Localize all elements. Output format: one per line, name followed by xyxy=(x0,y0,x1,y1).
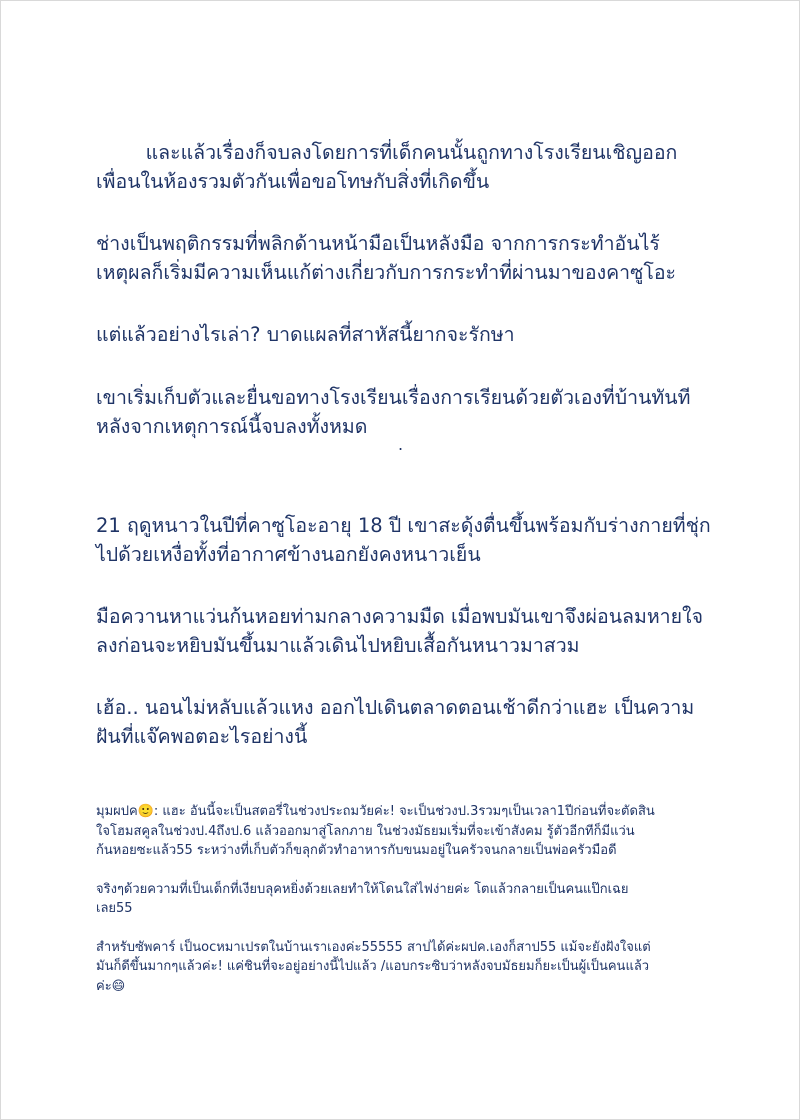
story-line: ลงก่อนจะหยิบมันขึ้นมาแล้วเดินไปหยิบเสื้อกันหนาวมาสวม xyxy=(96,634,580,657)
story2-paragraph-3 xyxy=(96,693,716,751)
note-line: ค่ะ😄 xyxy=(96,978,126,994)
note-line: สำหรับซัพคาร์ เป็นocหมาเปรตในบ้านเราเองค่ะ55555 สาปได้ค่ะผปค.เองก็สาป55 แม้จะยังฝังใจแต่ xyxy=(96,939,651,955)
story-section-2 xyxy=(96,511,716,751)
story-paragraph-3 xyxy=(96,320,716,349)
story-line: เพื่อนในห้องรวมตัวกันเพื่อขอโทษกับสิ่งที่เกิดขึ้น xyxy=(96,170,490,193)
note-line: จริงๆด้วยความที่เป็นเด็กที่เงียบลุคหยิ่งด้วยเลยทำให้โดนใส่ไฟง่ายค่ะ โตแล้วกลายเป็นคนแป๊กเฉย xyxy=(96,881,629,897)
author-note-paragraph-3 xyxy=(96,938,716,997)
story-paragraph-4 xyxy=(96,383,716,441)
note-line: เลย55 xyxy=(96,901,133,916)
section-separator: . xyxy=(398,435,404,454)
story-line: เฮ้อ.. นอนไม่หลับแล้วแหง ออกไปเดินตลาดตอนเช้าดีกว่าแฮะ เป็นความ xyxy=(96,696,695,719)
author-note-paragraph-1 xyxy=(96,802,716,861)
author-note-paragraph-2 xyxy=(96,880,716,919)
note-line: ก้นหอยซะแล้ว55 ระหว่างที่เก็บตัวก็ขลุกตัวทำอาหารกับขนมอยู่ในครัวจนกลายเป็นพ่อครัวมือดี xyxy=(96,843,617,858)
story-line: มือควานหาแว่นก้นหอยท่ามกลางความมืด เมื่อพบมันเขาจึงผ่อนลมหายใจ xyxy=(96,605,704,628)
story-line: ไปด้วยเหงื่อทั้งที่อากาศข้างนอกยังคงหนาวเย็น xyxy=(96,543,481,566)
note-line: มุมผปค🙂: แฮะ อันนี้จะเป็นสตอรี่ในช่วงประถมวัยค่ะ! จะเป็นช่วงป.3รวมๆเป็นเวลา1ปีก่อนที่จะตัดสิน xyxy=(96,804,655,819)
author-note xyxy=(96,802,716,996)
story-line: หลังจากเหตุการณ์นี้จบลงทั้งหมด xyxy=(96,415,368,438)
story-line: และแล้วเรื่องก็จบลงโดยการที่เด็กคนนั้นถูกทางโรงเรียนเชิญออก xyxy=(96,141,678,164)
story2-paragraph-2 xyxy=(96,602,716,660)
story-line: แต่แล้วอย่างไรเล่า? บาดแผลที่สาหัสนี้ยากจะรักษา xyxy=(96,323,515,346)
story-line: 21 ฤดูหนาวในปีที่คาซูโอะอายุ 18 ปี เขาสะดุ้งตื่นขึ้นพร้อมกับร่างกายที่ชุ่ก xyxy=(96,514,711,537)
story-section-1 xyxy=(96,138,716,441)
story-line: เขาเริ่มเก็บตัวและยื่นขอทางโรงเรียนเรื่องการเรียนด้วยตัวเองที่บ้านทันที xyxy=(96,386,691,409)
story-line: ฝันที่แจ๊คพอตอะไรอย่างนี้ xyxy=(96,725,308,748)
story-line: เหตุผลก็เริ่มมีความเห็นแก้ต่างเกี่ยวกับการกระทำที่ผ่านมาของคาซูโอะ xyxy=(96,261,677,284)
story-paragraph-2 xyxy=(96,229,716,287)
story-line: ช่างเป็นพฤติกรรมที่พลิกด้านหน้ามือเป็นหลังมือ จากการกระทำอันไร้ xyxy=(96,232,660,255)
note-line: ใจโฮมสคูลในช่วงป.4ถึงป.6 แล้วออกมาสู่โลกภาย ในช่วงมัธยมเริ่มที่จะเข้าสังคม รู้ตัวอีกทีก็มีแว่น xyxy=(96,823,635,839)
note-line: มันก็ดีขึ้นมากๆแล้วค่ะ! แค่ชินที่จะอยู่อย่างนี้ไปแล้ว /แอบกระซิบว่าหลังจบมัธยมก็ยะเป็นผู้เป็นคนแล้ว xyxy=(96,959,650,974)
story2-paragraph-1 xyxy=(96,511,716,569)
story-paragraph-1 xyxy=(96,138,716,196)
